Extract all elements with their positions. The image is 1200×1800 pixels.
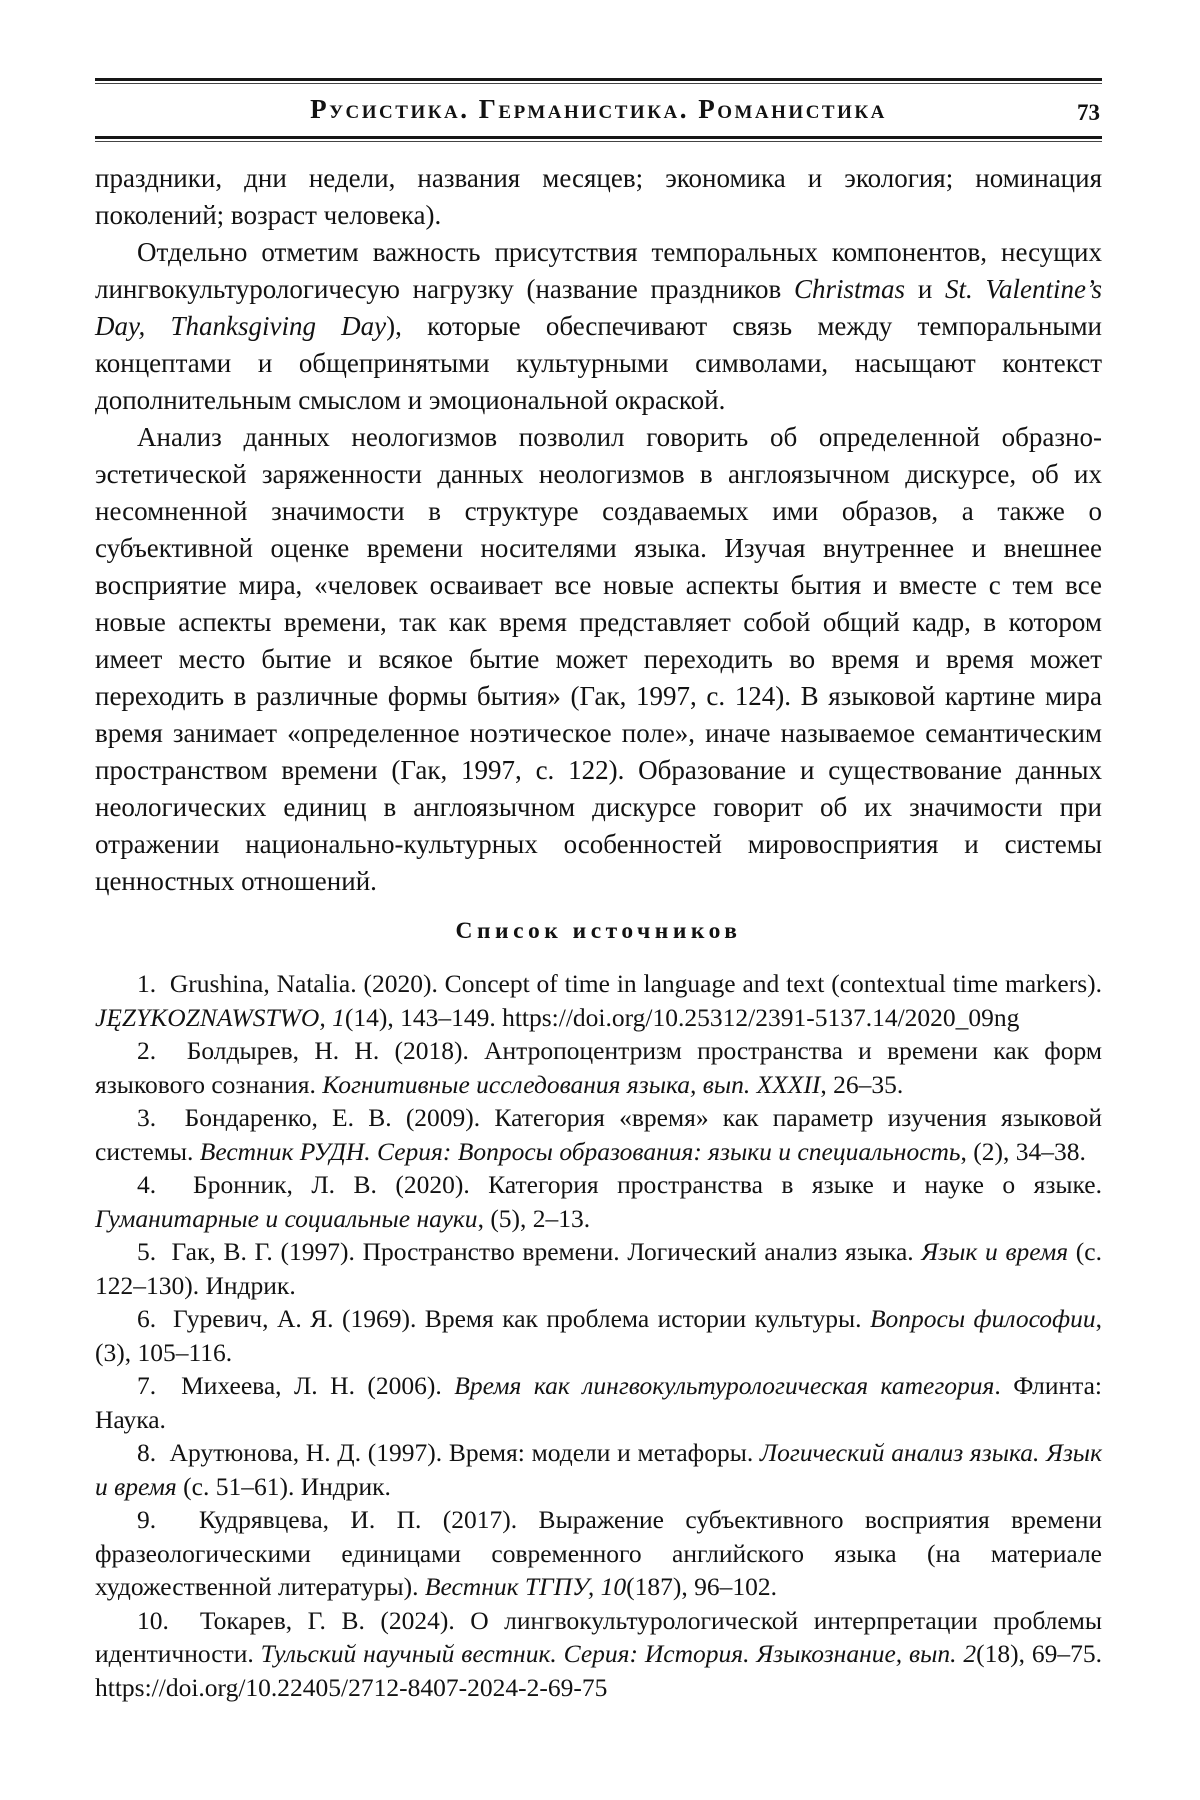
text-run: St. Valentine’s Day, Thanksgiving Day — [95, 274, 1102, 341]
reference-item — [95, 1168, 1102, 1235]
header-row — [95, 84, 1102, 136]
text-run: 8. Арутюнова, Н. Д. (1997). Время: модели и метафоры. — [137, 1438, 760, 1467]
text-run: и — [905, 274, 946, 304]
text-run: Вестник РУДН. Серия: Вопросы образования: языки и специальность — [199, 1136, 961, 1166]
body-paragraph — [95, 419, 1102, 900]
page-number: 73 — [1077, 100, 1100, 125]
reference-item — [95, 1034, 1102, 1101]
body-paragraph — [95, 160, 1102, 234]
text-run: Вестник ТГПУ, 10 — [424, 1572, 627, 1601]
text-run: , 26–35. — [820, 1069, 904, 1099]
text-run: , (2), 34–38. — [960, 1136, 1086, 1166]
text-run: (187), 96–102. — [626, 1572, 777, 1601]
text-run: Гуманитарные и социальные науки — [95, 1203, 478, 1233]
reference-item — [95, 1436, 1102, 1503]
references-heading: Список источников — [455, 918, 742, 944]
text-run: (18), 69–75. https://doi.org/10.22405/2712-8407-2024-2-69-75 — [95, 1639, 1103, 1702]
header-rule-bottom — [95, 136, 1102, 142]
text-run: Вопросы философии — [869, 1304, 1096, 1333]
running-header — [95, 78, 1102, 142]
reference-item — [95, 967, 1102, 1034]
text-run: 7. Михеева, Л. Н. (2006). — [137, 1371, 455, 1400]
text-run: праздники, дни недели, названия месяцев; экономика и экология; номинация поколений; возраст человека). — [95, 163, 1102, 230]
body-paragraph — [95, 234, 1102, 419]
text-run: 4. Бронник, Л. В. (2020). Категория пространства в языке и науке о языке. — [137, 1170, 1102, 1199]
rule-line — [95, 141, 1102, 142]
reference-item — [95, 1503, 1102, 1604]
text-run: . Флинта: Наука. — [95, 1371, 1102, 1434]
reference-item — [95, 1101, 1102, 1168]
text-run: , (3), 105–116. — [95, 1304, 1102, 1367]
text-run: Анализ данных неологизмов позволил говорить об определенной образно-эстетической заряженности данных неологизмов в англоязычном дискурсе, об их несомненной значимости в структуре создаваемых ими образов, а также о субъективной оценке времени носителями языка. Изучая внутреннее и внешнее восприятие мира, «человек осваивает все новые аспекты бытия и вместе с тем все новые аспекты времени, так как время представляет собой общий кадр, в котором имеет место бытие и всякое бытие может переходить во время и время может переходить в различные формы бытия» (Гак, 1997, с. 124). В языковой картине мира время занимает «определенное ноэтическое поле», иначе называемое семантическим пространством времени (Гак, 1997, с. 122). Образование и существование данных неологических единиц в англоязычном дискурсе говорит об их значимости при отражении национально-культурных особенностей мировосприятия и системы ценностных отношений. — [95, 422, 1102, 896]
text-run: ), которые обеспечивают связь между темпоральными концептами и общепринятыми культурными символами, насыщают контекст дополнительным смыслом и эмоциональной окраской. — [95, 311, 1102, 415]
text-run: Время как лингвокультурологическая категория — [454, 1371, 995, 1400]
article-body — [95, 160, 1102, 1704]
text-run: 10. Токарев, Г. В. (2024). О лингвокультурологической интерпретации проблемы идентичности. — [95, 1605, 1102, 1668]
text-run: 1. Grushina, Natalia. (2020). Concept of time in language and text (contextual time markers). — [137, 969, 1102, 998]
text-run: Когнитивные исследования языка, вып. XXXII — [322, 1069, 821, 1099]
text-run: Christmas — [794, 274, 906, 304]
text-run: , (5), 2–13. — [477, 1203, 591, 1233]
reference-item — [95, 1235, 1102, 1302]
references-list — [95, 967, 1102, 1704]
text-run: (14), 143–149. https://doi.org/10.25312/2391-5137.14/2020_09ng — [344, 1002, 1020, 1032]
reference-item — [95, 1369, 1102, 1436]
text-run: 9. Кудрявцева, И. П. (2017). Выражение субъективного восприятия времени фразеологическими единицами современного английского языка (на материале художественной литературы). — [95, 1505, 1102, 1601]
text-run: Отдельно отметим важность присутствия темпоральных компонентов, несущих лингвокультурологичесую нагрузку (название праздников — [95, 237, 1102, 304]
text-run: 2. Болдырев, Н. Н. (2018). Антропоцентризм пространства и времени как форм языкового сознания. — [95, 1036, 1102, 1099]
text-run: Язык и время — [921, 1237, 1069, 1266]
text-run: 5. Гак, В. Г. (1997). Пространство времени. Логический анализ языка. — [137, 1237, 922, 1266]
rule-line — [95, 78, 1102, 81]
reference-item — [95, 1604, 1102, 1705]
text-run: (с. 122–130). Индрик. — [95, 1237, 1102, 1300]
text-run: Тульский научный вестник. Серия: История. Языкознание, вып. 2 — [260, 1639, 977, 1668]
text-run: 6. Гуревич, А. Я. (1969). Время как проблема истории культуры. — [137, 1304, 870, 1333]
text-run: Логический анализ языка. Язык и время — [95, 1438, 1102, 1501]
text-block — [95, 0, 1102, 1704]
text-run: 3. Бондаренко, Е. В. (2009). Категория «время» как параметр изучения языковой системы. — [95, 1103, 1102, 1166]
text-run: (с. 51–61). Индрик. — [176, 1471, 391, 1501]
section-title: Русистика. Германистика. Романистика — [310, 94, 887, 124]
rule-line — [95, 136, 1102, 139]
reference-item — [95, 1302, 1102, 1369]
text-run: JĘZYKOZNAWSTWO, 1 — [95, 1002, 345, 1032]
